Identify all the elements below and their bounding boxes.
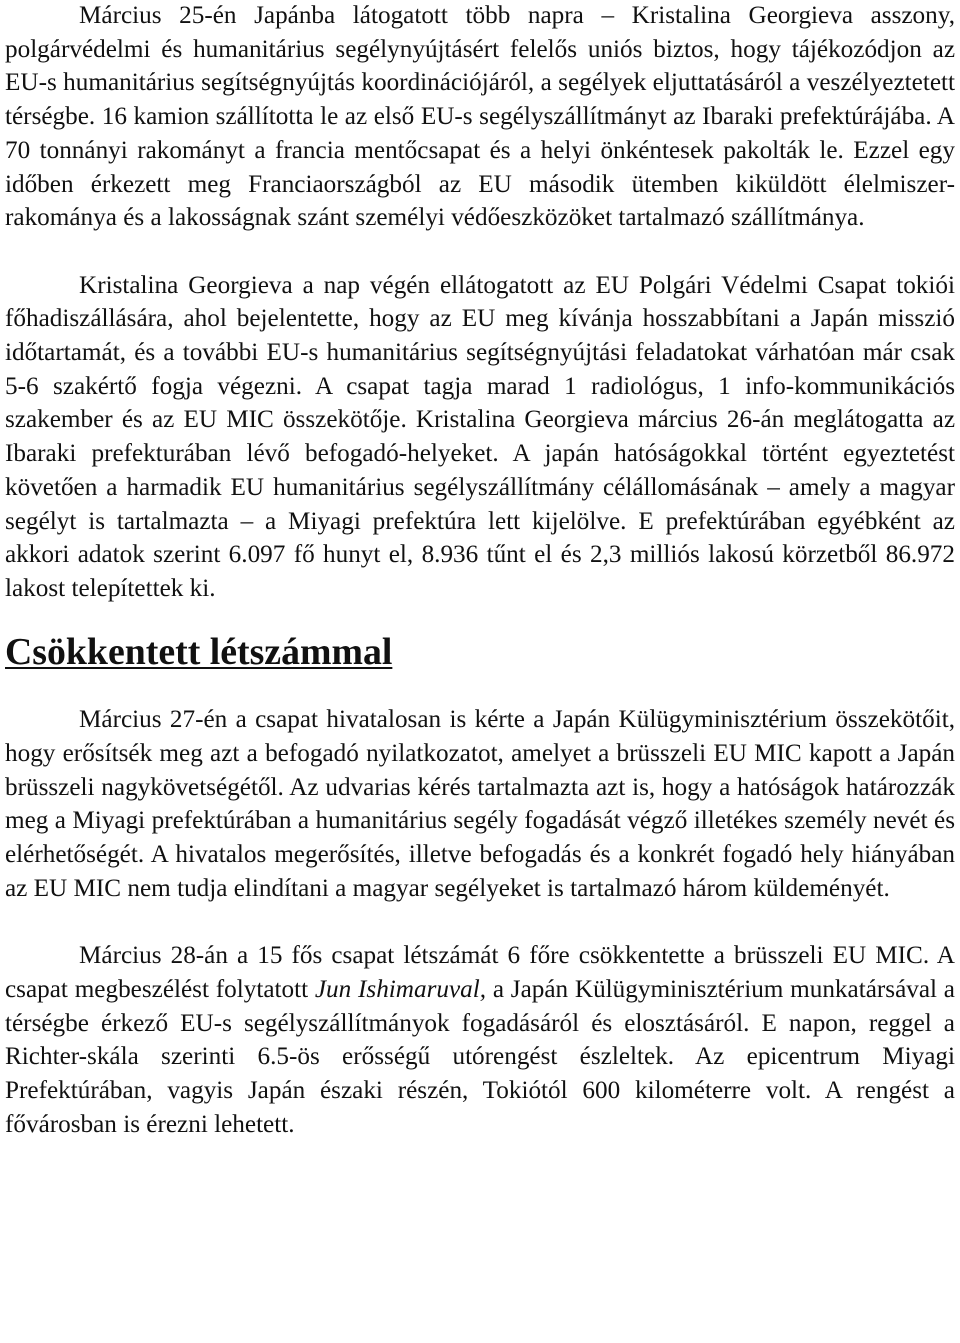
- section-heading: Csökkentett létszámmal: [5, 630, 393, 673]
- paragraph-georgieva-visit: Március 25-én Japánba látogatott több napra – Kristalina Georgieva asszony, polgárvédelmi és humanitárius segélynyújtásért felelős uniós biztos, hogy tájékozódjon az EU-s humanitárius segítségnyújtás koordinációjáról, a segélyek eljuttatásáról a veszélyeztetett térségbe. 16 kamion szállította le az első EU-s segélyszállítmányt az Ibaraki prefektúrájába. A 70 tonnányi rakományt a francia mentőcsapat és a helyi önkéntesek pakolták le. Ezzel egy időben érkezett meg Franciaországból az EU második ütemben kiküldött élelmiszer-rakománya és a lakosságnak szánt személyi védőeszközöket tartalmazó szállítmánya.: [5, 2, 955, 232]
- paragraph-march-28-start: Március 28-án a 15 fős csapat létszámát 6 főre csökkentette a brüsszeli EU MIC. A csapat megbeszélést folytatott: [5, 942, 955, 1003]
- paragraph-march-28-end: a Japán Külügyminisztérium munkatársával a térségbe érkező EU-s segélyszállítmányok fogadásáról és elosztásáról. E napon, reggel a Richter-skála szerinti 6.5-ös erősségű utórengést észleltek. Az epicentrum Miyagi Prefektúrában, vagyis Japán északi részén, Tokiótól 600 kilométerre volt. A rengést a fővárosban is érezni lehetett.: [5, 975, 955, 1138]
- document-page: [5, 0, 955, 1141]
- contact-person-name: Jun Ishimaruval,: [314, 975, 487, 1003]
- paragraph-mission-extension: Kristalina Georgieva a nap végén ellátogatott az EU Polgári Védelmi Csapat tokiói főhadiszállására, ahol bejelentette, hogy az EU meg kívánja hosszabbítani a Japán misszió időtartamát, és a további EU-s humanitárius segítségnyújtási feladatokat várhatóan már csak 5-6 szakértő fogja végezni. A csapat tagja marad 1 radiológus, 1 info-kommunikációs szakember és az EU MIC összekötője. Kristalina Georgieva március 26-án meglátogatta az Ibaraki prefekturában lévő befogadó-helyeket. A japán hatóságokkal történt egyeztetést követően a harmadik EU humanitárius segélyszállítmány célállomásának – amely a magyar segélyt is tartalmazta – a Miyagi prefektúra lett kijelölve. E prefektúrában egyébként az akkori adatok szerint 6.097 fő hunyt el, 8.936 tűnt el és 2,3 milliós lakosú körzetből 86.972 lakost telepítettek ki.: [5, 271, 955, 602]
- paragraph-march-28: [5, 939, 955, 1141]
- paragraph-march-27: Március 27-én a csapat hivatalosan is kérte a Japán Külügyminisztérium összekötőit, hogy erősítsék meg azt a befogadó nyilatkozatot, amelyet a brüsszeli EU MIC kapott a Japán brüsszeli nagykövetségétől. Az udvarias kérés tartalmazta azt is, hogy a hatóságok határozzák meg a Miyagi prefektúrában a humanitárius segély fogadását végző illetékes személy nevét és elérhetőségét. A hivatalos megerősítés, illetve befogadás és a konkrét fogadó hely hiányában az EU MIC nem tudja elindítani a magyar segélyeket is tartalmazó három küldeményét.: [5, 706, 955, 902]
